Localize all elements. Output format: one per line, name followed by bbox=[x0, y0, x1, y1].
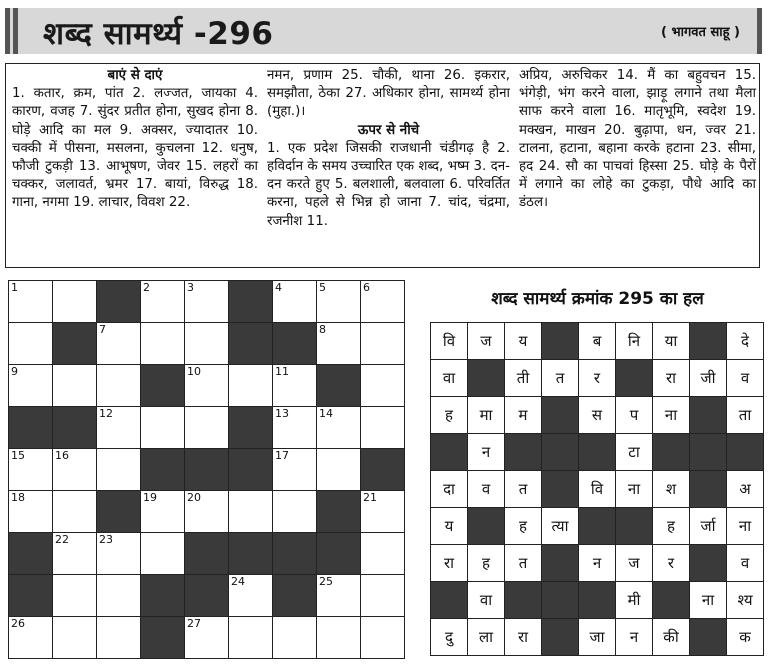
across-heading: बाएं से दाएं bbox=[107, 68, 163, 83]
solution-black-cell bbox=[542, 619, 579, 656]
solution-letter-cell: क bbox=[727, 619, 764, 656]
answer-cell[interactable] bbox=[317, 617, 361, 659]
answer-cell[interactable] bbox=[9, 449, 53, 491]
answer-cell[interactable] bbox=[185, 281, 229, 323]
solution-letter-cell: स bbox=[579, 397, 616, 434]
solution-letter-cell: श्य bbox=[727, 582, 764, 619]
clue-number: 14 bbox=[319, 407, 333, 420]
solution-letter-cell: व bbox=[468, 471, 505, 508]
solution-black-cell bbox=[690, 323, 727, 360]
clue-number: 25 bbox=[319, 575, 333, 588]
solution-black-cell bbox=[690, 434, 727, 471]
clue-number: 21 bbox=[363, 491, 377, 504]
solution-letter-cell: की bbox=[653, 619, 690, 656]
solution-letter-cell: मा bbox=[468, 397, 505, 434]
header-banner bbox=[5, 8, 762, 54]
solution-letter-cell: ज bbox=[468, 323, 505, 360]
solution-black-cell bbox=[579, 508, 616, 545]
answer-cell[interactable] bbox=[361, 533, 405, 575]
solution-black-cell bbox=[690, 619, 727, 656]
answer-cell[interactable] bbox=[229, 575, 273, 617]
clue-number: 4 bbox=[275, 281, 282, 294]
solution-black-cell bbox=[431, 434, 468, 471]
black-cell bbox=[141, 449, 185, 491]
header-bar-left-inner bbox=[13, 8, 18, 54]
solution-letter-cell: ना bbox=[690, 582, 727, 619]
solution-letter-cell: दु bbox=[431, 619, 468, 656]
answer-cell[interactable] bbox=[361, 617, 405, 659]
clues-column-2 bbox=[267, 67, 510, 231]
answer-cell[interactable] bbox=[185, 407, 229, 449]
solution-black-cell bbox=[542, 582, 579, 619]
solution-title: शब्द सामर्थ्य क्रमांक 295 का हल bbox=[491, 289, 704, 309]
solution-letter-cell: र bbox=[653, 545, 690, 582]
solution-black-cell bbox=[542, 323, 579, 360]
answer-cell[interactable] bbox=[53, 281, 97, 323]
answer-cell[interactable] bbox=[317, 449, 361, 491]
puzzle-title: शब्द सामर्थ्य -296 bbox=[43, 16, 274, 52]
clue-number: 24 bbox=[231, 575, 245, 588]
black-cell bbox=[229, 449, 273, 491]
answer-cell[interactable] bbox=[9, 617, 53, 659]
solution-letter-cell: वा bbox=[468, 582, 505, 619]
solution-row bbox=[431, 434, 764, 471]
answer-cell[interactable] bbox=[361, 365, 405, 407]
solution-black-cell bbox=[727, 434, 764, 471]
answer-cell[interactable] bbox=[229, 491, 273, 533]
answer-cell[interactable] bbox=[361, 323, 405, 365]
solution-row bbox=[431, 323, 764, 360]
solution-letter-cell: रा bbox=[505, 619, 542, 656]
clue-number: 6 bbox=[363, 281, 370, 294]
solution-letter-cell: रा bbox=[653, 360, 690, 397]
answer-cell[interactable] bbox=[97, 449, 141, 491]
solution-letter-cell: ती bbox=[505, 360, 542, 397]
answer-cell[interactable] bbox=[9, 365, 53, 407]
clue-number: 22 bbox=[55, 533, 69, 546]
down-heading: ऊपर से नीचे bbox=[357, 122, 420, 138]
black-cell bbox=[317, 533, 361, 575]
grid-row bbox=[9, 365, 405, 407]
solution-letter-cell: ना bbox=[727, 508, 764, 545]
solution-black-cell bbox=[616, 360, 653, 397]
black-cell bbox=[317, 491, 361, 533]
clue-number: 20 bbox=[187, 491, 201, 504]
solution-letter-cell: रा bbox=[431, 545, 468, 582]
solution-letter-cell: मी bbox=[616, 582, 653, 619]
answer-cell[interactable] bbox=[273, 365, 317, 407]
solution-black-cell bbox=[653, 434, 690, 471]
answer-cell[interactable] bbox=[141, 281, 185, 323]
grid-row bbox=[9, 323, 405, 365]
answer-cell[interactable] bbox=[97, 365, 141, 407]
answer-cell[interactable] bbox=[97, 575, 141, 617]
answer-cell[interactable] bbox=[9, 323, 53, 365]
solution-letter-cell: नि bbox=[616, 323, 653, 360]
answer-cell[interactable] bbox=[317, 281, 361, 323]
black-cell bbox=[141, 617, 185, 659]
clue-number: 19 bbox=[143, 491, 157, 504]
black-cell bbox=[185, 449, 229, 491]
black-cell bbox=[229, 533, 273, 575]
clue-number: 2 bbox=[143, 281, 150, 294]
answer-cell[interactable] bbox=[361, 491, 405, 533]
black-cell bbox=[9, 575, 53, 617]
black-cell bbox=[9, 533, 53, 575]
solution-letter-cell: श bbox=[653, 471, 690, 508]
grid-row bbox=[9, 281, 405, 323]
answer-cell[interactable] bbox=[361, 575, 405, 617]
solution-black-cell bbox=[653, 582, 690, 619]
down-clues: 1. एक प्रदेश जिसकी राजधानी चंडीगढ़ है 2. हविर्दान के समय उच्चारित एक शब्द, भष्म 3. दन-दन करते हुए 5. बलशाली, बलवाला 6. परिवर्तित करना, पहले से भिन्न हो जाना 7. चांद, चंद्रमा, रजनीश 11. bbox=[267, 140, 510, 229]
solution-letter-cell: ह bbox=[431, 397, 468, 434]
solution-black-cell bbox=[579, 582, 616, 619]
clues-box bbox=[5, 63, 760, 268]
black-cell bbox=[53, 407, 97, 449]
black-cell bbox=[229, 407, 273, 449]
black-cell bbox=[97, 491, 141, 533]
solution-letter-cell: न bbox=[616, 619, 653, 656]
answer-cell[interactable] bbox=[317, 407, 361, 449]
black-cell bbox=[53, 323, 97, 365]
solution-letter-cell: ला bbox=[468, 619, 505, 656]
black-cell bbox=[141, 365, 185, 407]
clues-column-1 bbox=[12, 67, 258, 213]
solution-letter-cell: व bbox=[727, 545, 764, 582]
solution-black-cell bbox=[431, 582, 468, 619]
answer-cell[interactable] bbox=[361, 281, 405, 323]
black-cell bbox=[229, 281, 273, 323]
clue-number: 1 bbox=[11, 281, 18, 294]
clue-number: 13 bbox=[275, 407, 289, 420]
solution-grid bbox=[430, 322, 764, 656]
solution-letter-cell: ना bbox=[616, 471, 653, 508]
answer-cell[interactable] bbox=[141, 407, 185, 449]
solution-letter-cell: जी bbox=[690, 360, 727, 397]
answer-cell[interactable] bbox=[317, 575, 361, 617]
solution-letter-cell: ब bbox=[579, 323, 616, 360]
answer-cell[interactable] bbox=[229, 617, 273, 659]
solution-black-cell bbox=[542, 397, 579, 434]
black-cell bbox=[273, 323, 317, 365]
solution-letter-cell: वि bbox=[579, 471, 616, 508]
black-cell bbox=[273, 575, 317, 617]
clues-column-3 bbox=[519, 67, 756, 213]
answer-cell[interactable] bbox=[317, 323, 361, 365]
answer-cell[interactable] bbox=[97, 617, 141, 659]
solution-letter-cell: ना bbox=[653, 397, 690, 434]
answer-cell[interactable] bbox=[97, 533, 141, 575]
solution-letter-cell: त्या bbox=[542, 508, 579, 545]
solution-letter-cell: र bbox=[579, 360, 616, 397]
solution-letter-cell: वा bbox=[431, 360, 468, 397]
answer-cell[interactable] bbox=[185, 323, 229, 365]
answer-cell[interactable] bbox=[185, 365, 229, 407]
clue-number: 8 bbox=[319, 323, 326, 336]
black-cell bbox=[361, 449, 405, 491]
solution-row bbox=[431, 360, 764, 397]
solution-letter-cell: ह bbox=[468, 545, 505, 582]
solution-letter-cell: त bbox=[505, 471, 542, 508]
answer-cell[interactable] bbox=[141, 533, 185, 575]
answer-cell[interactable] bbox=[273, 617, 317, 659]
answer-cell[interactable] bbox=[273, 407, 317, 449]
solution-letter-cell: ह bbox=[505, 508, 542, 545]
solution-letter-cell: म bbox=[505, 397, 542, 434]
clue-number: 27 bbox=[187, 617, 201, 630]
black-cell bbox=[185, 575, 229, 617]
solution-row bbox=[431, 545, 764, 582]
clue-number: 16 bbox=[55, 449, 69, 462]
clue-number: 15 bbox=[11, 449, 25, 462]
solution-letter-cell: ज bbox=[616, 545, 653, 582]
solution-black-cell bbox=[616, 508, 653, 545]
clue-number: 7 bbox=[99, 323, 106, 336]
solution-black-cell bbox=[468, 360, 505, 397]
grid-row bbox=[9, 407, 405, 449]
clue-number: 23 bbox=[99, 533, 113, 546]
solution-letter-cell: अ bbox=[727, 471, 764, 508]
grid-row bbox=[9, 491, 405, 533]
black-cell bbox=[229, 323, 273, 365]
solution-letter-cell: ता bbox=[727, 397, 764, 434]
answer-cell[interactable] bbox=[53, 617, 97, 659]
black-cell bbox=[273, 533, 317, 575]
answer-cell[interactable] bbox=[53, 365, 97, 407]
solution-letter-cell: त bbox=[505, 545, 542, 582]
grid-row bbox=[9, 617, 405, 659]
across-clues-continued: नमन, प्रणाम 25. चौकी, थाना 26. इकरार, समझौता, ठेका 27. अधिकार होना, सामर्थ्य होना (मुहा.)। bbox=[267, 68, 510, 120]
answer-cell[interactable] bbox=[141, 491, 185, 533]
answer-cell[interactable] bbox=[97, 407, 141, 449]
black-cell bbox=[97, 281, 141, 323]
grid-row bbox=[9, 533, 405, 575]
solution-letter-cell: न bbox=[468, 434, 505, 471]
solution-letter-cell: न bbox=[579, 545, 616, 582]
answer-cell[interactable] bbox=[97, 323, 141, 365]
answer-cell[interactable] bbox=[53, 575, 97, 617]
solution-letter-cell: वि bbox=[431, 323, 468, 360]
author-credit: ( भागवत साहू ) bbox=[661, 25, 740, 40]
solution-row bbox=[431, 619, 764, 656]
solution-black-cell bbox=[505, 434, 542, 471]
answer-cell[interactable] bbox=[273, 491, 317, 533]
answer-cell[interactable] bbox=[273, 281, 317, 323]
answer-cell[interactable] bbox=[229, 365, 273, 407]
solution-letter-cell: व bbox=[727, 360, 764, 397]
clue-number: 10 bbox=[187, 365, 201, 378]
answer-cell[interactable] bbox=[361, 407, 405, 449]
solution-black-cell bbox=[690, 471, 727, 508]
solution-black-cell bbox=[542, 545, 579, 582]
solution-row bbox=[431, 508, 764, 545]
header-bar-left bbox=[5, 8, 10, 54]
answer-cell[interactable] bbox=[53, 533, 97, 575]
solution-letter-cell: दे bbox=[727, 323, 764, 360]
solution-letter-cell: र्जा bbox=[690, 508, 727, 545]
solution-row bbox=[431, 582, 764, 619]
answer-cell[interactable] bbox=[9, 491, 53, 533]
solution-letter-cell: ह bbox=[653, 508, 690, 545]
answer-cell[interactable] bbox=[273, 449, 317, 491]
solution-black-cell bbox=[505, 582, 542, 619]
solution-black-cell bbox=[579, 434, 616, 471]
solution-letter-cell: जा bbox=[579, 619, 616, 656]
solution-row bbox=[431, 397, 764, 434]
solution-letter-cell: प bbox=[616, 397, 653, 434]
solution-black-cell bbox=[690, 397, 727, 434]
solution-black-cell bbox=[542, 471, 579, 508]
answer-cell[interactable] bbox=[185, 617, 229, 659]
answer-cell[interactable] bbox=[9, 281, 53, 323]
down-clues-continued: अप्रिय, अरुचिकर 14. मैं का बहुवचन 15. भंगेड़ी, भंग करने वाला, झाड़ू लगाने तथा मैला साफ करने वाला 16. मातृभूमि, स्वदेश 19. मक्खन, माखन 20. बुढ़ापा, धन, ज्वर 21. टालना, हटाना, बहाना करके हटाना 23. सीमा, हद 24. सौ का पाचवां हिस्सा 25. घोड़े के पैरों में लगाने का लोहे का टुकड़ा, पौधे आदि का डंठल। bbox=[519, 68, 756, 211]
clue-number: 17 bbox=[275, 449, 289, 462]
solution-letter-cell: या bbox=[653, 323, 690, 360]
answer-cell[interactable] bbox=[53, 449, 97, 491]
solution-letter-cell: टा bbox=[616, 434, 653, 471]
clue-number: 11 bbox=[275, 365, 289, 378]
black-cell bbox=[317, 365, 361, 407]
solution-letter-cell: य bbox=[505, 323, 542, 360]
clue-number: 3 bbox=[187, 281, 194, 294]
solution-letter-cell: य bbox=[431, 508, 468, 545]
clue-number: 18 bbox=[11, 491, 25, 504]
across-clues: 1. कतार, क्रम, पांत 2. लज्जत, जायका 4. कारण, वजह 7. सुंदर प्रतीत होना, सुखद होना 8. घोड़े आदि का मल 9. अक्सर, ज्यादातर 10. चक्की में पीसना, मसलना, कुचलना 12. धनुष, फौजी टुकड़ी 13. आभूषण, जेवर 15. लहरों का चक्कर, जलावर्त, भ्रमर 17. बायां, विरुद्ध 18. गाना, नगमा 19. लाचार, विवश 22. bbox=[12, 86, 258, 211]
solution-letter-cell: दा bbox=[431, 471, 468, 508]
answer-cell[interactable] bbox=[141, 323, 185, 365]
clue-number: 9 bbox=[11, 365, 18, 378]
solution-black-cell bbox=[690, 545, 727, 582]
header-bar-right bbox=[757, 8, 762, 54]
black-cell bbox=[141, 575, 185, 617]
clue-number: 12 bbox=[99, 407, 113, 420]
solution-row bbox=[431, 471, 764, 508]
grid-row bbox=[9, 575, 405, 617]
crossword-grid bbox=[8, 280, 405, 659]
black-cell bbox=[9, 407, 53, 449]
solution-black-cell bbox=[542, 434, 579, 471]
answer-cell[interactable] bbox=[185, 491, 229, 533]
clue-number: 26 bbox=[11, 617, 25, 630]
black-cell bbox=[185, 533, 229, 575]
solution-black-cell bbox=[468, 508, 505, 545]
answer-cell[interactable] bbox=[53, 491, 97, 533]
solution-letter-cell: त bbox=[542, 360, 579, 397]
grid-row bbox=[9, 449, 405, 491]
clue-number: 5 bbox=[319, 281, 326, 294]
